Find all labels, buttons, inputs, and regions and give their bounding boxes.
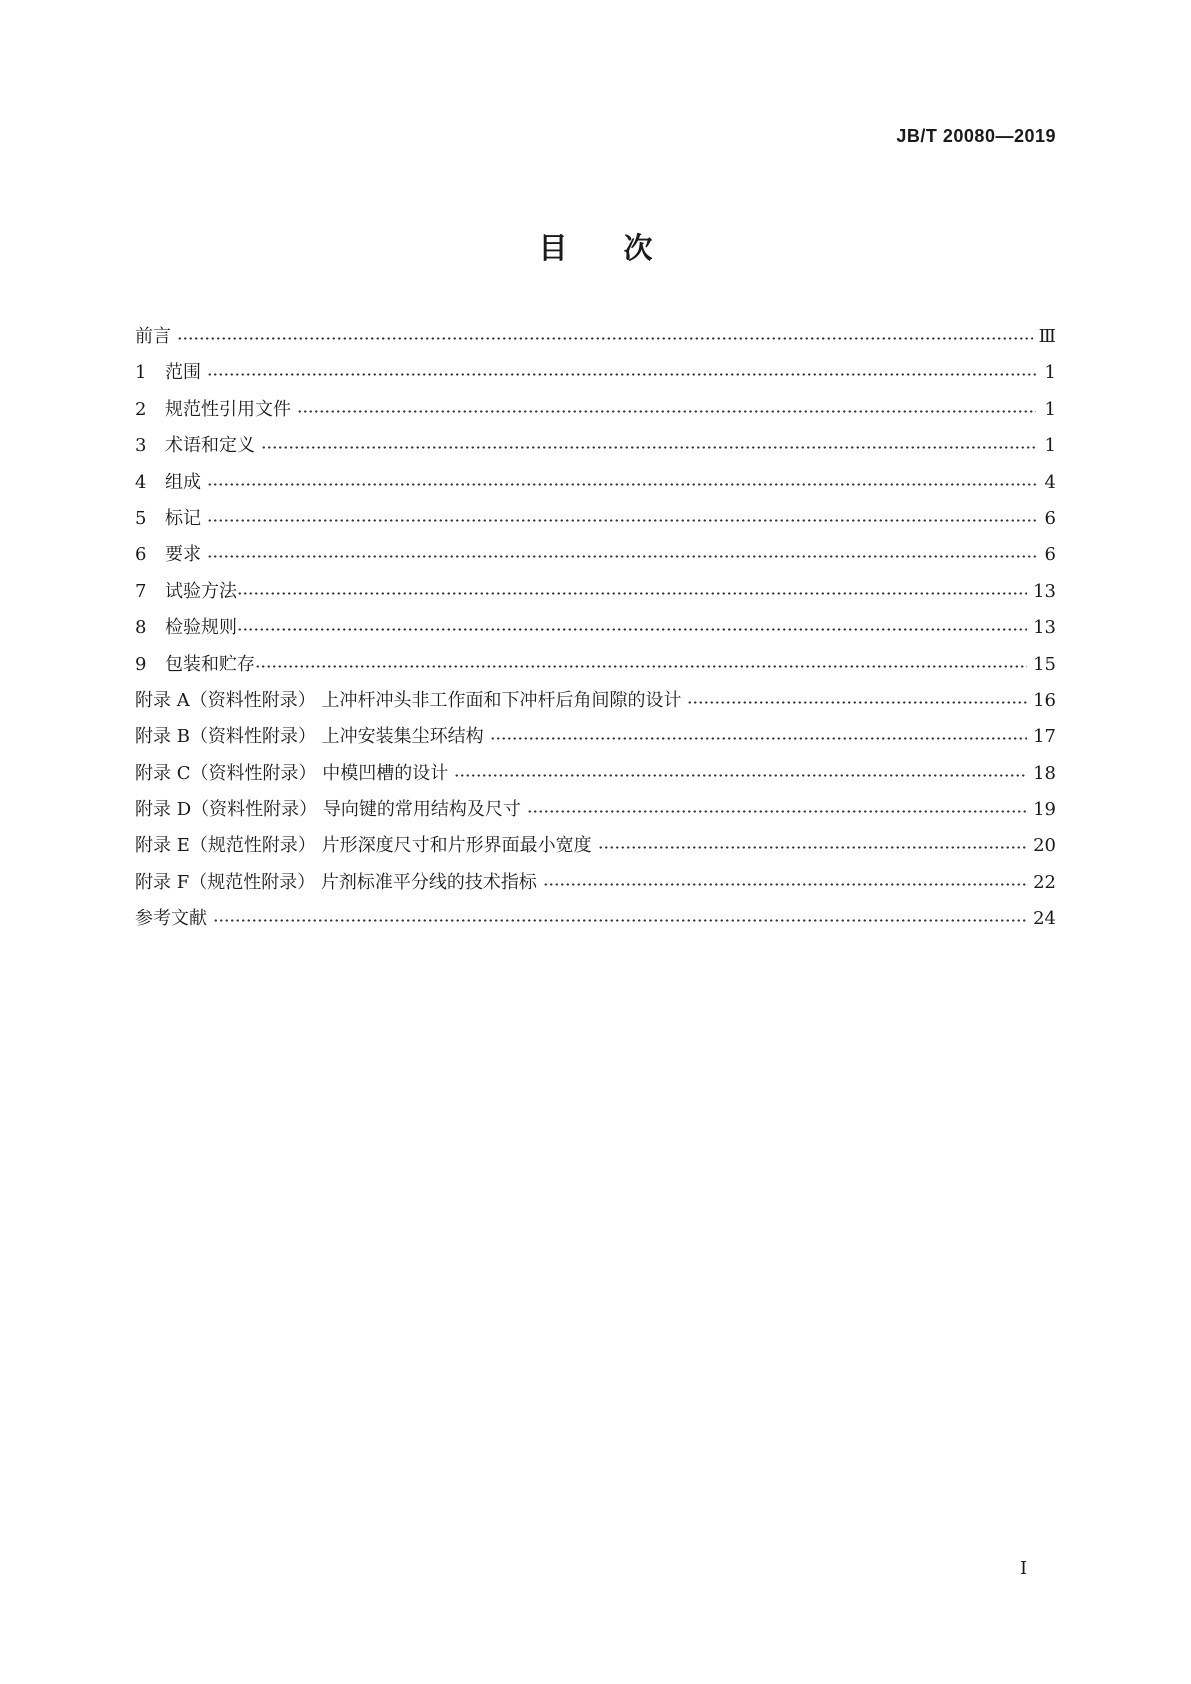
toc-entry-label: 要求	[165, 544, 201, 566]
toc-entry-2[interactable]	[135, 395, 1056, 431]
toc-entry-label: 范围	[165, 362, 201, 384]
toc-entry-page: 15	[1033, 653, 1056, 675]
dot-leader	[177, 324, 1033, 342]
toc-entry-8[interactable]	[135, 613, 1056, 649]
dot-leader	[687, 688, 1027, 706]
toc-entry-page: Ⅲ	[1038, 326, 1056, 347]
toc-entry-page: 19	[1033, 799, 1056, 821]
toc-entry-6[interactable]	[135, 540, 1056, 576]
toc-entry-label: 附录 D（资料性附录） 导向键的常用结构及尺寸	[135, 799, 521, 821]
toc-entry-1[interactable]	[135, 358, 1056, 394]
toc-entry-number: 6	[135, 544, 147, 566]
dot-leader	[255, 652, 1027, 670]
dot-leader	[237, 579, 1027, 597]
toc-entry-annex-a[interactable]	[135, 686, 1056, 722]
toc-entry-page: 1	[1044, 398, 1056, 420]
page-number: I	[1020, 1558, 1028, 1579]
toc-entry-number: 2	[135, 398, 147, 420]
toc-entry-annex-f[interactable]	[135, 868, 1056, 904]
toc-entry-label: 标记	[165, 507, 201, 529]
title-char-2: 次	[623, 231, 653, 265]
dot-leader	[297, 397, 1036, 415]
standard-code: JB/T 20080—2019	[896, 126, 1056, 146]
toc-entry-annex-e[interactable]	[135, 831, 1056, 867]
toc-entry-foreword[interactable]	[135, 322, 1056, 358]
toc-entry-number: 3	[135, 435, 147, 457]
toc-entry-number: 9	[135, 653, 147, 675]
toc-entry-page: 6	[1044, 507, 1056, 529]
dot-leader	[454, 761, 1027, 779]
toc-entry-number: 5	[135, 507, 147, 529]
dot-leader	[490, 724, 1027, 742]
toc-entry-page: 18	[1033, 762, 1056, 784]
toc-entry-label: 检验规则	[165, 617, 237, 639]
toc-entry-annex-d[interactable]	[135, 795, 1056, 831]
toc-entry-page: 4	[1044, 471, 1056, 493]
dot-leader	[207, 470, 1036, 488]
title-char-1: 目	[538, 231, 568, 265]
dot-leader	[213, 906, 1027, 924]
toc-entry-annex-b[interactable]	[135, 722, 1056, 758]
toc-entry-4[interactable]	[135, 468, 1056, 504]
dot-leader	[598, 833, 1028, 851]
dot-leader	[207, 360, 1036, 378]
toc-entry-label: 组成	[165, 471, 201, 493]
toc-entry-label: 附录 E（规范性附录） 片形深度尺寸和片形界面最小宽度	[135, 835, 592, 857]
toc-entry-page: 1	[1044, 362, 1056, 384]
toc-entry-page: 13	[1033, 617, 1056, 639]
toc-entry-annex-c[interactable]	[135, 759, 1056, 795]
toc-entry-label: 术语和定义	[165, 435, 255, 457]
page-title	[0, 226, 1191, 267]
toc-entry-7[interactable]	[135, 577, 1056, 613]
toc-entry-page: 20	[1033, 835, 1056, 857]
toc-entry-bibliography[interactable]	[135, 904, 1056, 940]
toc-entry-page: 6	[1044, 544, 1056, 566]
toc-entry-9[interactable]	[135, 650, 1056, 686]
toc-entry-page: 16	[1033, 689, 1056, 711]
toc-entry-label: 试验方法	[165, 580, 237, 602]
toc-entry-label: 附录 C（资料性附录） 中模凹槽的设计	[135, 762, 449, 784]
dot-leader	[237, 615, 1027, 633]
dot-leader	[527, 797, 1027, 815]
toc-entry-page: 24	[1033, 908, 1056, 930]
toc-entry-number: 4	[135, 471, 147, 493]
dot-leader	[261, 433, 1036, 451]
toc-entry-label: 参考文献	[135, 908, 207, 930]
toc-entry-label: 规范性引用文件	[165, 398, 291, 420]
toc-entry-number: 1	[135, 362, 147, 384]
toc-entry-page: 22	[1033, 871, 1056, 893]
toc-entry-label: 附录 B（资料性附录） 上冲安装集尘环结构	[135, 726, 484, 748]
toc-entry-page: 13	[1033, 580, 1056, 602]
toc-entry-page: 17	[1033, 726, 1056, 748]
toc-entry-page: 1	[1044, 435, 1056, 457]
toc-entry-label: 附录 A（资料性附录） 上冲杆冲头非工作面和下冲杆后角间隙的设计	[135, 689, 682, 711]
dot-leader	[207, 506, 1036, 524]
dot-leader	[543, 870, 1027, 888]
toc-entry-label: 前言	[135, 326, 171, 347]
dot-leader	[207, 542, 1036, 560]
toc-entry-5[interactable]	[135, 504, 1056, 540]
toc-entry-3[interactable]	[135, 431, 1056, 467]
toc-entry-label: 包装和贮存	[165, 653, 255, 675]
toc-entry-number: 8	[135, 617, 147, 639]
table-of-contents	[135, 322, 1056, 941]
toc-entry-number: 7	[135, 580, 147, 602]
toc-entry-label: 附录 F（规范性附录） 片剂标准平分线的技术指标	[135, 871, 537, 893]
